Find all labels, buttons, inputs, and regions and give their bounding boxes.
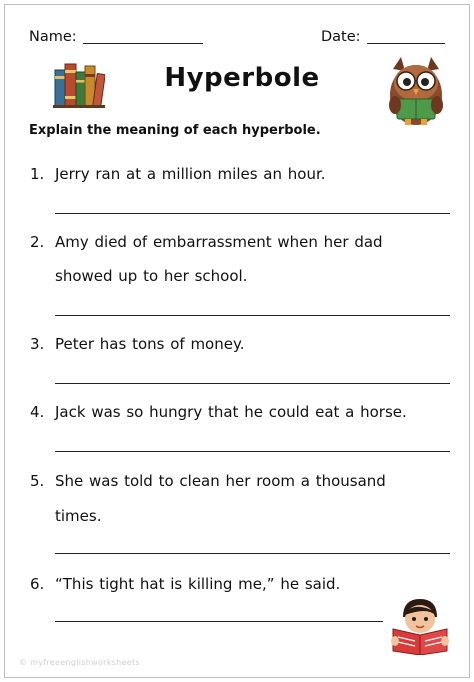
answer-line xyxy=(55,451,450,452)
name-field-line xyxy=(83,43,203,44)
answer-line xyxy=(55,383,450,384)
copyright-credit: © myfreeenglishworksheets xyxy=(19,658,140,667)
answer-line xyxy=(55,553,450,554)
instruction-text: Explain the meaning of each hyperbole. xyxy=(29,123,321,138)
answer-line xyxy=(55,213,450,214)
question-text: Amy died of embarrassment when her dad xyxy=(55,233,383,251)
name-label: Name: xyxy=(29,29,77,45)
question-number: 4. xyxy=(30,403,45,421)
question-number: 2. xyxy=(30,233,45,251)
question-text: “This tight hat is killing me,” he said. xyxy=(55,575,341,593)
question-text: Jack was so hungry that he could eat a horse. xyxy=(55,403,407,421)
question-text-continued: times. xyxy=(55,507,102,525)
question-number: 3. xyxy=(30,335,45,353)
child-reading-icon xyxy=(389,597,451,655)
worksheet-page xyxy=(4,4,470,678)
answer-line xyxy=(55,315,450,316)
question-text-continued: showed up to her school. xyxy=(55,267,248,285)
date-field-line xyxy=(367,43,445,44)
question-number: 5. xyxy=(30,472,45,490)
date-label: Date: xyxy=(321,29,361,45)
answer-line xyxy=(55,621,383,622)
question-text: Peter has tons of money. xyxy=(55,335,245,353)
question-number: 1. xyxy=(30,165,45,183)
question-text: She was told to clean her room a thousand xyxy=(55,472,386,490)
question-number: 6. xyxy=(30,575,45,593)
header xyxy=(29,29,439,49)
question-text: Jerry ran at a million miles an hour. xyxy=(55,165,326,183)
owl-reading-icon xyxy=(385,55,447,127)
worksheet-title: Hyperbole xyxy=(164,63,320,93)
